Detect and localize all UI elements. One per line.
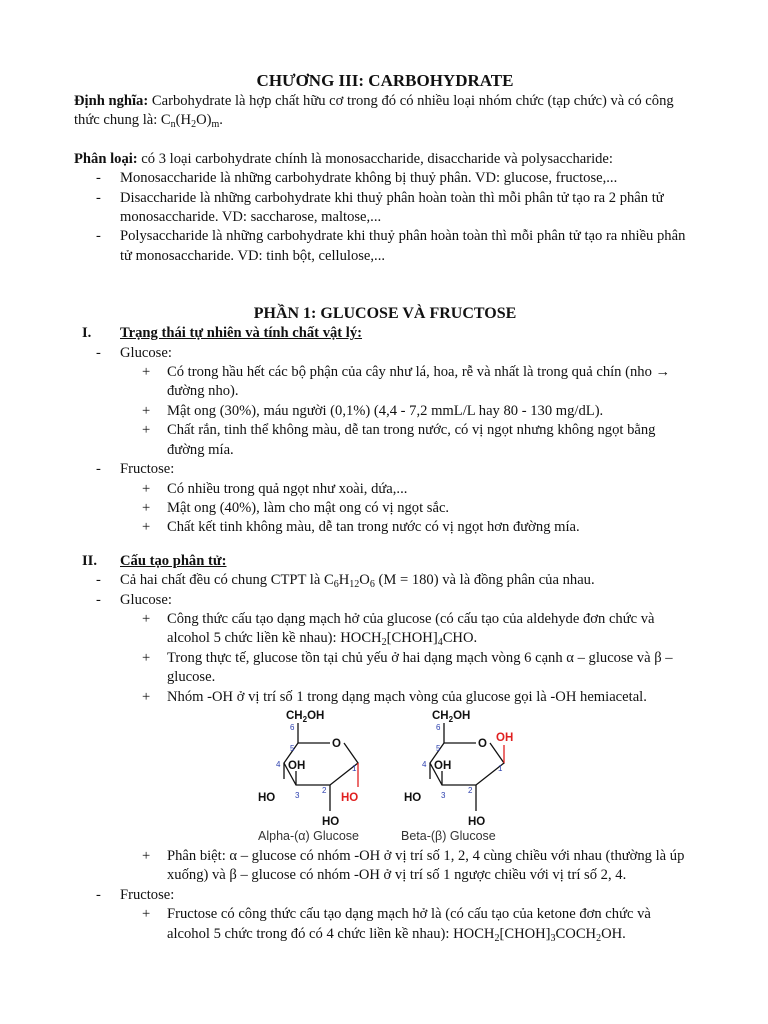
list-item: - Cả hai chất đều có chung CTPT là $C_6H_{12}O_6$ (M = 180) và là đồng phân của nhau. [96, 572, 595, 591]
chapter-title: CHƯƠNG III: CARBOHYDRATE [256, 71, 514, 90]
alpha-glucose-ring [258, 710, 358, 827]
list-item: + Chất rắn, tinh thể không màu, dễ tan trong nước, có vị ngọt nhưng không ngọt bằng đường mía. [142, 422, 656, 458]
list-item: - Glucose: + Công thức cấu tạo dạng mạch hở của glucose (có cấu tạo của aldehyde đơn chức và alcohol 5 chức liền kề nhau): $HOCH_2[CHOH]_4CHO$. + Trong thực tế, glucose tồn tại chủ yếu ở hai dạng mạch vòng 6 cạnh α – glucose và β – glucose. + Nhóm -OH ở vị trí số 1 trong dạng mạch vòng của glucose gọi là -OH hemiacetal. [74, 591, 696, 707]
svg-text:HO: HO [468, 815, 486, 827]
svg-text:1: 1 [352, 763, 357, 773]
glucose-ring-diagram [248, 707, 548, 827]
svg-text:O: O [332, 737, 341, 750]
svg-text:5: 5 [436, 743, 441, 753]
svg-text:HO: HO [322, 815, 340, 827]
svg-text:OH: OH [496, 731, 514, 744]
list-item: - Disaccharide là những carbohydrate khi thuỷ phân hoàn toàn thì mỗi phân tử tạo ra 2 phân tử monosaccharide. VD: saccharose, maltose,... [96, 189, 664, 226]
definition-label: Định nghĩa: [74, 93, 149, 109]
section-heading-2: II. Cấu tạo phân tử: [82, 552, 227, 569]
definition-paragraph: Định nghĩa: Carbohydrate là hợp chất hữu cơ trong đó có nhiều loại nhóm chức (tạp chức) và có công thức chung là: $C_n(H_2O)_m$. [74, 93, 674, 131]
glucose-structures-figure [248, 707, 548, 847]
list-item: - Polysaccharide là những carbohydrate khi thuỷ phân hoàn toàn thì mỗi phân tử tạo ra nhiều phân tử monosaccharide. VD: tinh bột, cellulose,... [96, 228, 686, 264]
list-item: - Fructose: + Fructose có công thức cấu tạo dạng mạch hở là (có cấu tạo của ketone đơn chức và alcohol 5 chức trong đó có 4 chức liền kề nhau): $HOCH_2[CHOH]_3COCH_2OH$. [74, 886, 696, 944]
list-item: + Fructose có công thức cấu tạo dạng mạch hở là (có cấu tạo của ketone đơn chức và alcohol 5 chức trong đó có 4 chức liền kề nhau): $HOCH_2[CHOH]_3COCH_2OH$. [142, 906, 651, 944]
classification-label: Phân loại: [74, 150, 138, 167]
svg-text:6: 6 [436, 722, 441, 732]
svg-text:OH: OH [288, 759, 306, 772]
classification-paragraph: Phân loại: có 3 loại carbohydrate chính là monosaccharide, disaccharide và polysaccharide: [74, 150, 613, 167]
svg-text:2: 2 [468, 785, 473, 795]
svg-text:O: O [478, 737, 487, 750]
list-item: + Mật ong (40%), làm cho mật ong có vị ngọt sắc. [142, 499, 450, 516]
list-item: + Nhóm -OH ở vị trí số 1 trong dạng mạch vòng của glucose gọi là -OH hemiacetal. [142, 688, 647, 705]
part-title: PHẦN 1: GLUCOSE VÀ FRUCTOSE [253, 305, 517, 323]
svg-text:3: 3 [441, 790, 446, 800]
list-item: - Monosaccharide là những carbohydrate không bị thuỷ phân. VD: glucose, fructose,... [96, 170, 618, 187]
document-page [74, 66, 696, 944]
svg-text:4: 4 [422, 759, 427, 769]
svg-text:1: 1 [498, 763, 503, 773]
svg-text:2: 2 [322, 785, 327, 795]
classification-list [74, 169, 696, 266]
svg-text:CH2OH: $CH_2OH$ [432, 709, 471, 724]
svg-text:HO: HO [341, 791, 359, 804]
beta-caption: Beta-(β) Glucose [401, 828, 496, 843]
list-item: + Công thức cấu tạo dạng mạch hở của glucose (có cấu tạo của aldehyde đơn chức và alcohol 5 chức liền kề nhau): $HOCH_2[CHOH]_4CHO$. [142, 610, 655, 649]
svg-text:HO: HO [258, 791, 276, 804]
list-item: - Glucose: + Có trong hầu hết các bộ phận của cây như lá, hoa, rễ và nhất là trong quả chín (nho → đường nho). + Mật ong (30%), máu người (0,1%) (4,4 - 7,2 mmL/L hay 80 - 130 mg/dL). + Chất rắn, tinh thể không màu, dễ tan trong nước, có vị ngọt nhưng không ngọt bằng đường mía. [74, 344, 696, 460]
alpha-caption: Alpha-(α) Glucose [258, 828, 360, 843]
list-item: + Có nhiều trong quả ngọt như xoài, dứa,... [142, 480, 408, 497]
list-item: + Trong thực tế, glucose tồn tại chủ yếu ở hai dạng mạch vòng 6 cạnh α – glucose và β – glucose. [142, 649, 673, 686]
svg-text:CH2OH: $CH_2OH$ [286, 709, 325, 724]
section-2-list-cont [74, 847, 696, 944]
section-1-list [74, 344, 696, 538]
svg-text:HO: HO [404, 791, 422, 804]
list-item: + Có trong hầu hết các bộ phận của cây như lá, hoa, rễ và nhất là trong quả chín (nho → đường nho). [142, 364, 671, 400]
svg-text:6: 6 [290, 722, 295, 732]
list-item: - Fructose: + Có nhiều trong quả ngọt như xoài, dứa,... + Mật ong (40%), làm cho mật ong có vị ngọt sắc. + Chất kết tinh không màu, dễ tan trong nước có vị ngọt hơn đường mía. [74, 460, 696, 538]
list-item: + Phân biệt: α – glucose có nhóm -OH ở vị trí số 1, 2, 4 cùng chiều với nhau (thường là úp xuống) và β – glucose có nhóm -OH ở vị trí số 1 ngược chiều với vị trí số 2, 4. [142, 847, 685, 884]
beta-glucose-ring [404, 710, 513, 827]
section-heading-1: I. Trạng thái tự nhiên và tính chất vật lý: [82, 325, 363, 342]
svg-text:3: 3 [295, 790, 300, 800]
list-item: + Mật ong (30%), máu người (0,1%) (4,4 - 7,2 mmL/L hay 80 - 130 mg/dL). [142, 402, 604, 419]
list-item: + Chất kết tinh không màu, dễ tan trong nước có vị ngọt hơn đường mía. [142, 519, 580, 536]
svg-text:OH: OH [434, 759, 452, 772]
section-2-list [74, 571, 696, 707]
svg-text:5: 5 [290, 743, 295, 753]
svg-text:4: 4 [276, 759, 281, 769]
